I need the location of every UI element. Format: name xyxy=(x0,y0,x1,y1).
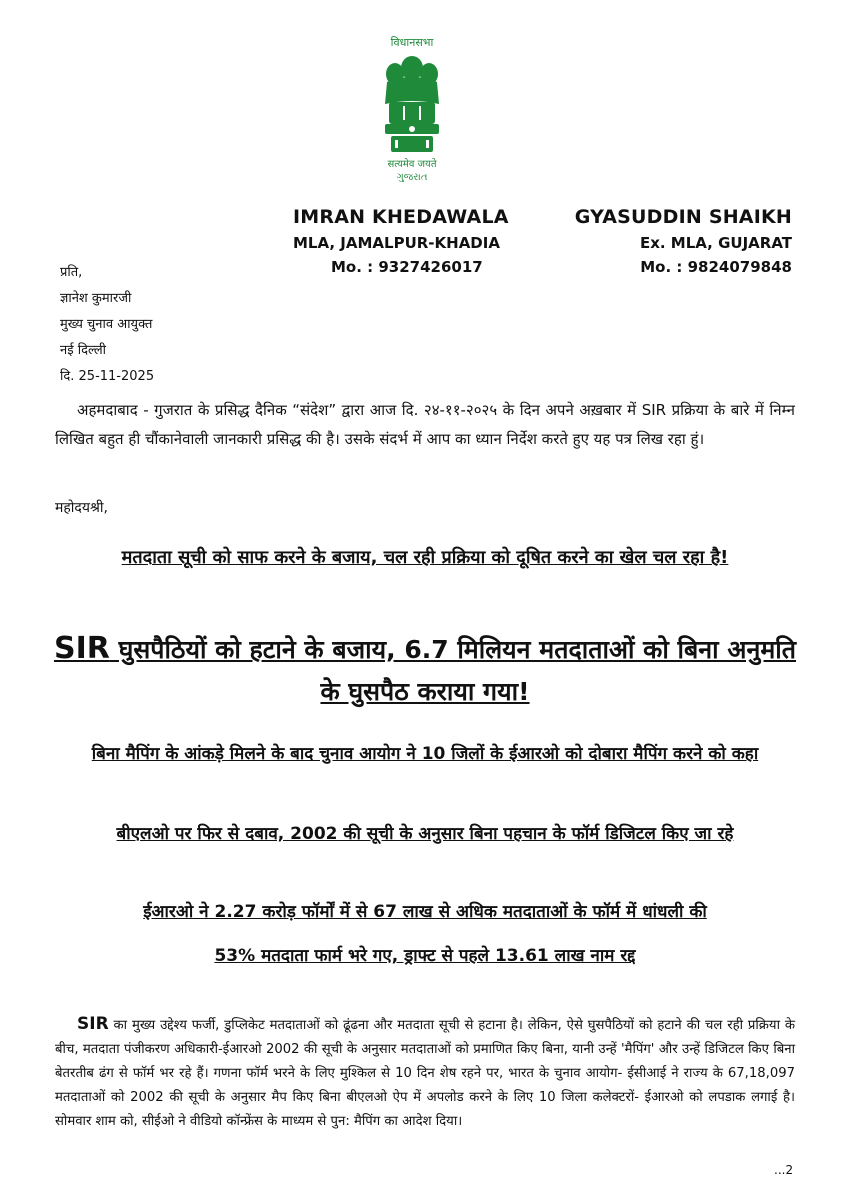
headline-1: मतदाता सूची को साफ करने के बजाय, चल रही प्रक्रिया को दूषित करने का खेल चल रहा है! xyxy=(121,547,729,568)
headline-6: 53% मतदाता फार्म भरे गए, ड्राफ्ट से पहले 13.61 लाख नाम रद्द xyxy=(214,946,636,966)
assembly-emblem xyxy=(360,36,464,191)
recipient-designation: मुख्य चुनाव आयुक्त xyxy=(60,317,153,332)
letterhead-right xyxy=(556,203,792,279)
letter-date: दि. 25-11-2025 xyxy=(60,369,155,384)
mla-left-phone: Mo. : 9327426017 xyxy=(331,258,483,276)
mla-right-title: Ex. MLA, GUJARAT xyxy=(639,234,792,252)
recipient-block xyxy=(60,260,360,390)
headline-5: ईआरओ ने 2.27 करोड़ फॉर्मों में से 67 लाख से अधिक मतदाताओं के फॉर्म में धांधली की xyxy=(143,902,707,922)
body-lead: SIR xyxy=(77,1014,109,1034)
headline-2-text: घुसपैठियों को हटाने के बजाय, 6.7 मिलियन मतदाताओं को बिना अनुमति के घुसपैठ कराया गया! xyxy=(118,635,797,706)
page-number: ...2 xyxy=(774,1163,794,1177)
intro-text: अहमदाबाद - गुजरात के प्रसिद्ध दैनिक “संदेश” द्वारा आज दि. २४-११-२०२५ के दिन अपने अख़बार में SIR प्रक्रिया के बारे में निम्न लिखित बहुत ही चौंकानेवाली जानकारी प्रसिद्ध की है। उसके संदर्भ में आप का ध्यान निर्देश करते हुए यह पत्र लिख रहा हुं। xyxy=(55,401,795,448)
mla-left-name: IMRAN KHEDAWALA xyxy=(293,206,509,228)
mla-right-phone: Mo. : 9824079848 xyxy=(640,258,792,276)
salutation: महोदयश्री, xyxy=(55,500,108,516)
recipient-to: प्रति, xyxy=(60,265,83,280)
recipient-name: ज्ञानेश कुमारजी xyxy=(60,291,132,306)
headline-2 xyxy=(45,628,805,713)
emblem-state: ગુજરાત xyxy=(396,172,428,183)
body-paragraph xyxy=(55,1012,795,1134)
mla-left-title: MLA, JAMALPUR-KHADIA xyxy=(293,234,500,252)
headline-3: बिना मैपिंग के आंकड़े मिलने के बाद चुनाव आयोग ने 10 जिलों के ईआरओ को दोबारा मैपिंग करने को कहा xyxy=(91,744,759,764)
headline-4: बीएलओ पर फिर से दबाव, 2002 की सूची के अनुसार बिना पहचान के फॉर्म डिजिटल किए जा रहे xyxy=(116,824,734,844)
recipient-city: नई दिल्ली xyxy=(60,343,107,358)
headline-2-lead: SIR xyxy=(53,631,110,666)
intro-paragraph xyxy=(55,396,795,454)
mla-right-name: GYASUDDIN SHAIKH xyxy=(574,206,792,228)
body-text: का मुख्य उद्देश्य फर्जी, डुप्लिकेट मतदाताओं को ढूंढना और मतदाता सूची से हटाना है। लेकिन, ऐसे घुसपैठियों को हटाने की चल रही प्रक्रिया के बीच, मतदाता पंजीकरण अधिकारी-ईआरओ 2002 की सूची के अनुसार मतदाताओं को प्रमाणित किए बिना, यानी उन्हें 'मैपिंग' और उन्हें डिजिटल किए बिना बेतरतीब ढंग से फॉर्म भर रहे हैं। गणना फॉर्म भरने के लिए मुश्किल से 10 दिन शेष रहने पर, भारत के चुनाव आयोग- ईसीआई ने राज्य के 67,18,097 मतदाताओं को 2002 की सूची के अनुसार मैप किए बिना बीएलओ ऐप में अपलोड करने के लिए 10 जिला कलेक्टरों- ईआरओ को लपडाक लगाई है। सोमवार शाम को, सीईओ ने वीडियो कॉन्फ्रेंस के माध्यम से पुन: मैपिंग का आदेश दिया। xyxy=(55,1018,795,1129)
ashoka-emblem-icon xyxy=(377,52,447,156)
assembly-label: विधानसभा xyxy=(390,36,434,49)
emblem-motto: सत्यमेव जयते xyxy=(387,159,437,170)
